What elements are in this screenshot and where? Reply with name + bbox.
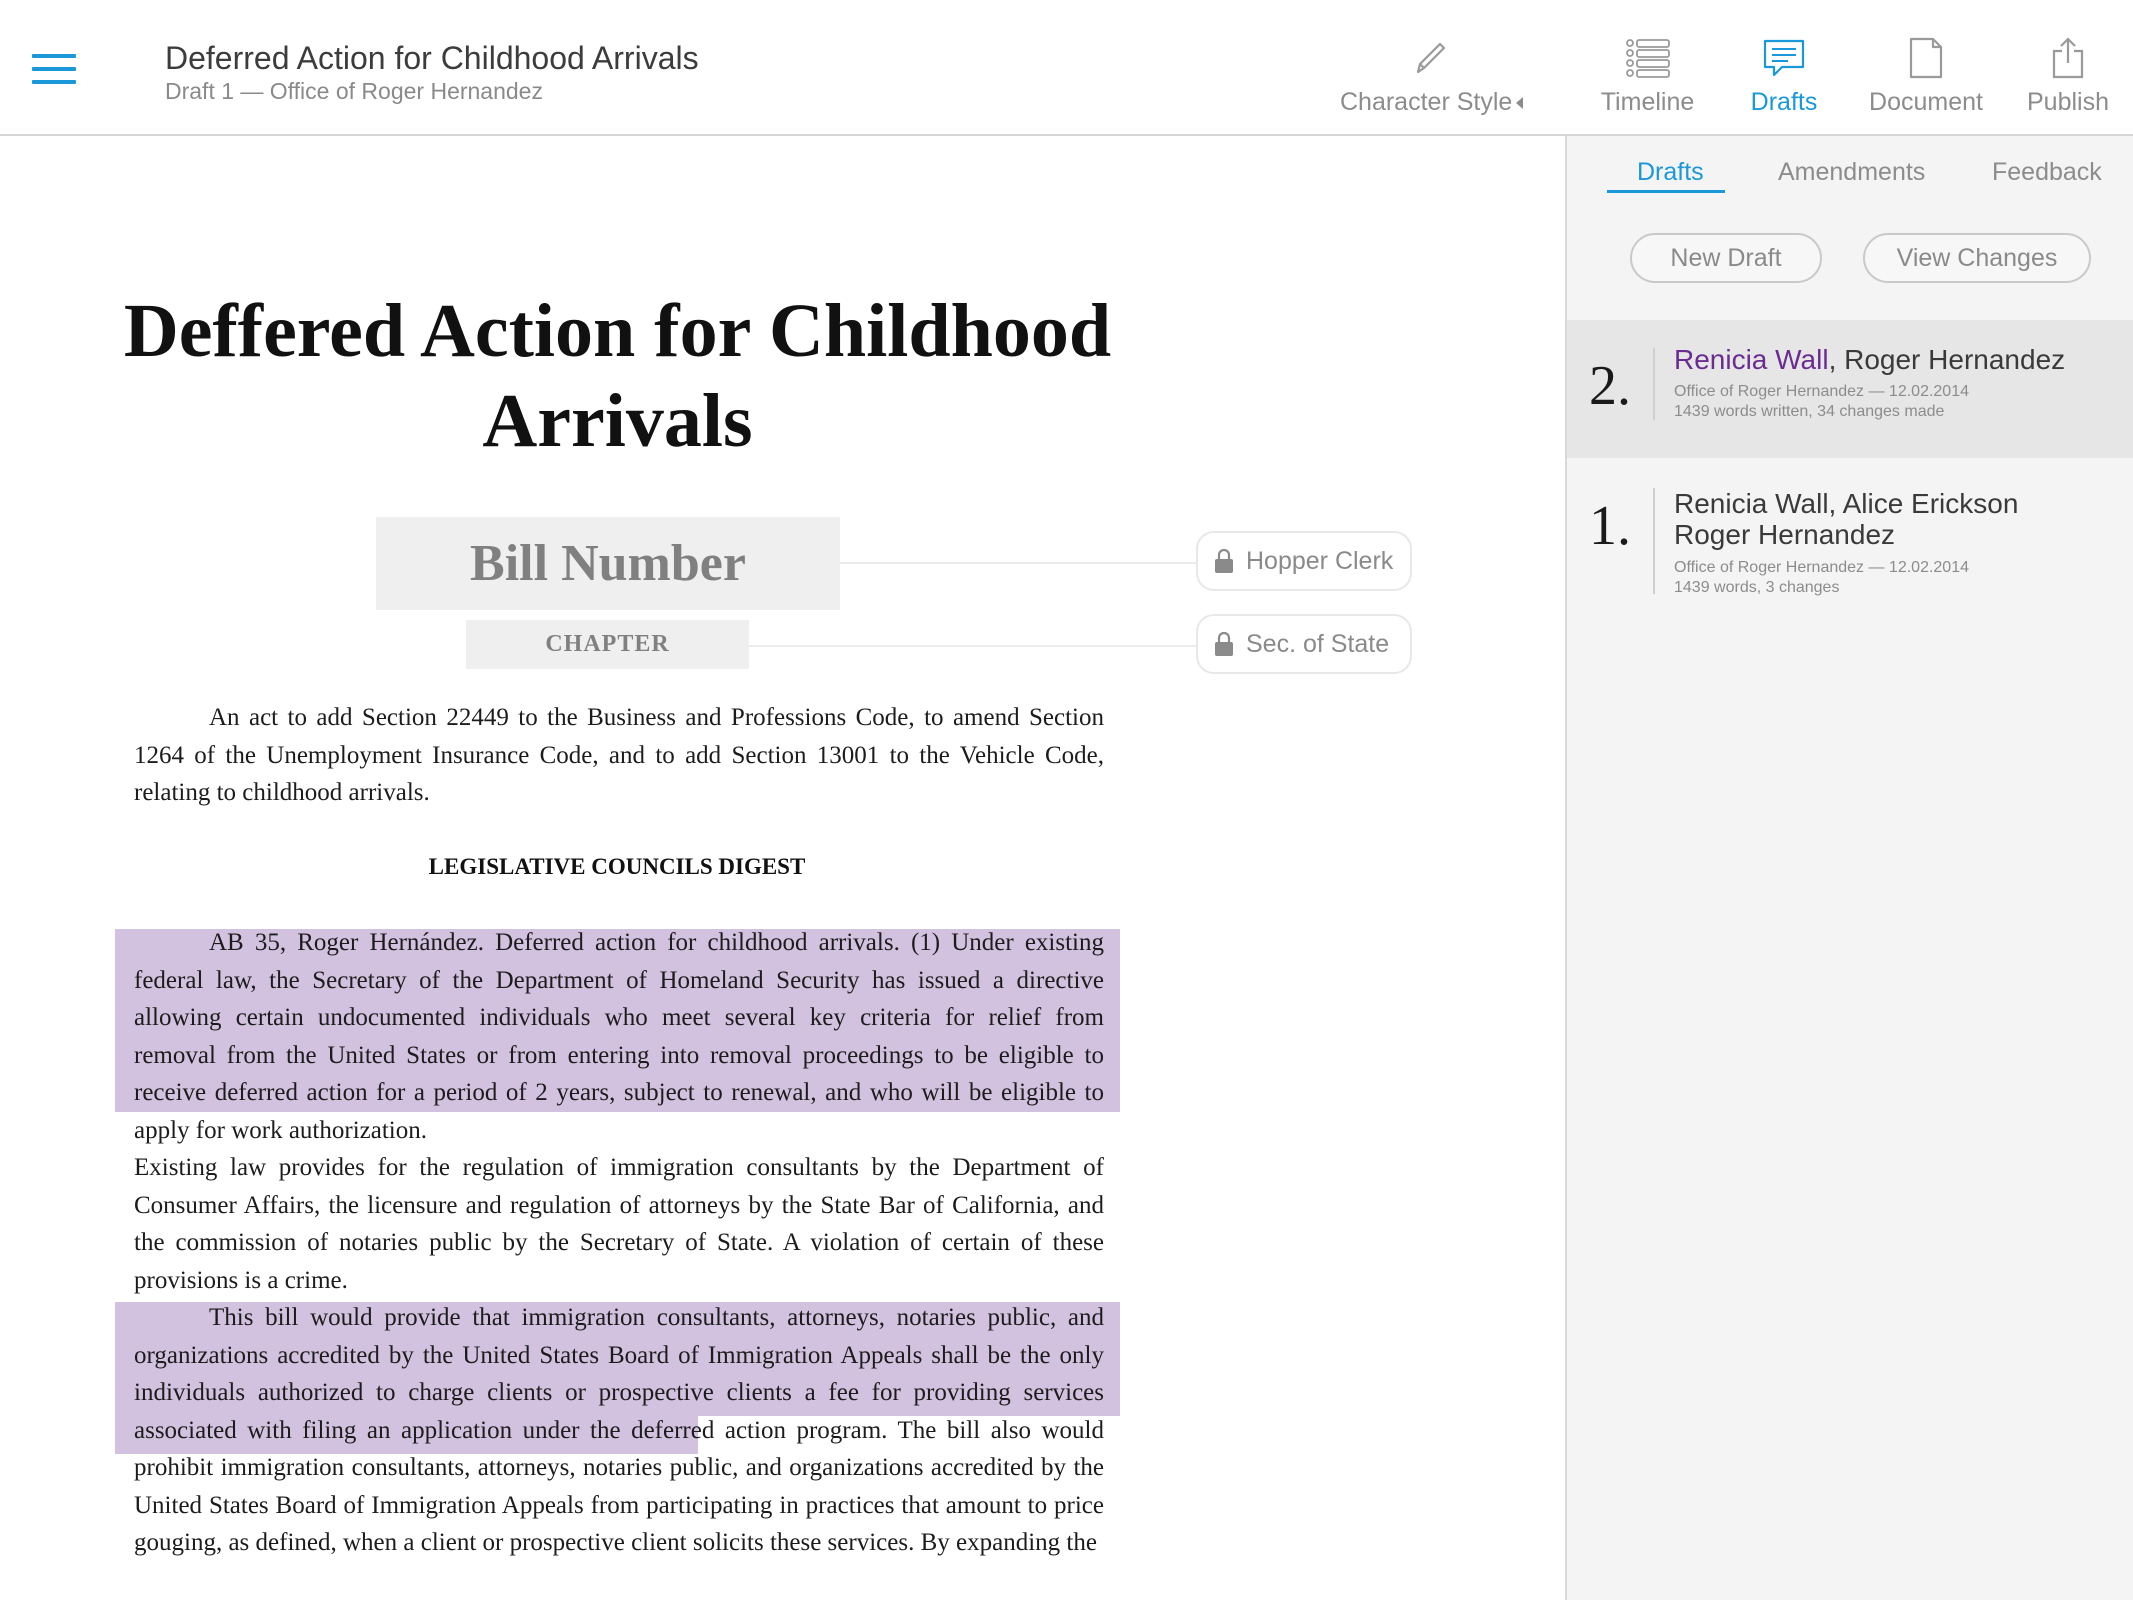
caret-left-icon (1516, 97, 1523, 109)
document-subtitle: Draft 1 — Office of Roger Hernandez (165, 78, 543, 104)
character-style-label: Character Style (1340, 88, 1513, 116)
share-icon (2023, 36, 2113, 80)
new-draft-button[interactable]: New Draft (1630, 233, 1822, 283)
draft-number: 2. (1589, 355, 1631, 417)
pencil-icon (1340, 36, 1520, 80)
digest-paragraph-2[interactable]: Existing law provides for the regulation of immigration consultants by the Department of Consumer Affairs, the licensure and regulation of attorneys by the State Bar of California, and the commission of notaries public by the Secretary of State. A violation of certain of these provisions is a crime. (134, 1154, 1104, 1294)
draft-number: 1. (1589, 495, 1631, 557)
divider (1653, 348, 1655, 420)
act-paragraph[interactable]: An act to add Section 22449 to the Business and Professions Code, to amend Section 1264 of the Unemployment Insurance Code, and to add Section 13001 to the Vehicle Code, relating to childhood arrivals. (134, 704, 1104, 806)
document-canvas[interactable] (0, 136, 1565, 1600)
lock-icon (1214, 548, 1234, 574)
hopper-clerk-label: Hopper Clerk (1246, 546, 1394, 575)
tab-amendments[interactable]: Amendments (1778, 158, 1926, 186)
connector-line (749, 645, 1196, 647)
digest-paragraph-3[interactable]: This bill would provide that immigration consultants, attorneys, notaries public, and organizations accredited by the United States Board of Immigration Appeals shall be the only individuals authorized to charge clients or prospective clients a fee for providing services associated with filing an application under the deferred action program. The bill also would prohibit immigration consultants, attorneys, notaries public, and organizations accredited by the United States Board of Immigration Appeals from participating in practices that amount to price gouging, as defined, when a client or prospective client solicits these services. By expanding the (134, 1304, 1104, 1556)
timeline-label: Timeline (1600, 88, 1695, 116)
drafts-label: Drafts (1750, 88, 1818, 116)
bill-title[interactable]: Deffered Action for Childhood Arrivals (123, 289, 1112, 463)
toolbar-drafts[interactable] (1740, 36, 1828, 117)
chapter-field[interactable]: CHAPTER (466, 620, 749, 669)
toolbar-timeline[interactable] (1590, 36, 1705, 117)
drafts-icon (1740, 36, 1828, 80)
timeline-icon (1590, 36, 1705, 80)
drafts-sidebar (1565, 136, 2133, 1600)
document-label: Document (1869, 88, 1983, 116)
other-authors: , Roger Hernandez (1828, 344, 2066, 375)
highlighted-author: Renicia Wall (1674, 344, 1829, 375)
draft-meta: Office of Roger Hernandez — 12.02.2014 (1674, 383, 1969, 400)
bill-number-field[interactable]: Bill Number (376, 517, 840, 610)
tab-drafts[interactable]: Drafts (1637, 158, 1704, 186)
lock-icon (1214, 631, 1234, 657)
hamburger-menu-icon[interactable] (32, 54, 76, 84)
divider (1653, 488, 1655, 594)
toolbar-publish[interactable] (2023, 36, 2113, 117)
publish-label: Publish (2027, 88, 2109, 116)
tab-feedback[interactable]: Feedback (1992, 158, 2102, 186)
digest-paragraph-1[interactable]: AB 35, Roger Hernández. Deferred action for childhood arrivals. (1) Under existing federal law, the Secretary of the Department of Homeland Security has issued a directive allowing certain undocumented individuals who meet several key criteria for relief from removal from the United States or from entering into removal proceedings to be eligible to receive deferred action for a period of 2 years, subject to renewal, and who will be eligible to apply for work authorization. (134, 929, 1104, 1144)
connector-line (840, 562, 1196, 564)
digest-heading: LEGISLATIVE COUNCILS DIGEST (428, 854, 806, 879)
character-style-button[interactable] (1340, 36, 1520, 117)
draft-list-item[interactable] (1567, 320, 2133, 458)
app-header (0, 0, 2133, 136)
sec-of-state-label: Sec. of State (1246, 629, 1390, 658)
sec-of-state-lock[interactable] (1196, 614, 1412, 674)
draft-authors-line-2: Roger Hernandez (1674, 519, 1896, 550)
view-changes-button[interactable]: View Changes (1863, 233, 2091, 283)
active-tab-indicator (1607, 190, 1725, 193)
toolbar-document[interactable] (1866, 36, 1986, 117)
draft-stats: 1439 words written, 34 changes made (1674, 403, 1945, 420)
document-icon (1866, 36, 1986, 80)
draft-stats: 1439 words, 3 changes (1674, 579, 1840, 596)
draft-authors-line-1: Renicia Wall, Alice Erickson (1674, 488, 2019, 519)
draft-meta: Office of Roger Hernandez — 12.02.2014 (1674, 559, 1969, 576)
hopper-clerk-lock[interactable] (1196, 531, 1412, 591)
draft-list-item[interactable] (1567, 458, 2133, 618)
document-title: Deferred Action for Childhood Arrivals (165, 40, 699, 76)
draft-authors (1674, 344, 2065, 376)
